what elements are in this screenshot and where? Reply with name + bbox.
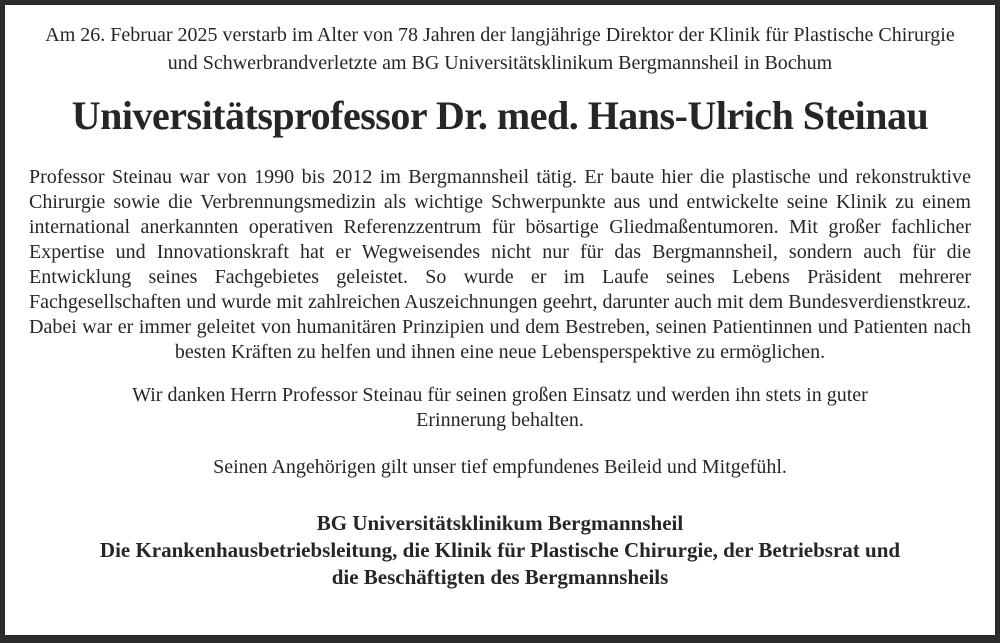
thanks-paragraph: Wir danken Herrn Professor Steinau für seinen großen Einsatz und werden ihn stets in guter Erinnerung behalten.	[132, 384, 868, 431]
signature-organization: BG Universitätsklinikum Bergmannsheil	[316, 511, 684, 535]
deceased-name-headline: Universitätsprofessor Dr. med. Hans-Ulrich Steinau	[71, 93, 929, 138]
signature-signatories-line-2: die Beschäftigten des Bergmannsheils	[331, 565, 669, 589]
signature-block	[29, 510, 971, 591]
signature-signatories-line-1: Die Krankenhausbetriebsleitung, die Klinik für Plastische Chirurgie, der Betriebsrat und	[99, 538, 901, 562]
death-announcement-intro: Am 26. Februar 2025 verstarb im Alter von 78 Jahren der langjährige Direktor der Klinik für Plastische Chirurgie und Schwerbrandverletzte am BG Universitätsklinikum Bergmannsheil in Bochum	[45, 24, 955, 74]
condolence-line: Seinen Angehörigen gilt unser tief empfundenes Beileid und Mitgefühl.	[213, 456, 787, 478]
obituary-body-text: Professor Steinau war von 1990 bis 2012 im Bergmannsheil tätig. Er baute hier die plastische und rekonstruktive Chirurgie sowie die Verbrennungsmedizin als wichtige Schwerpunkte aus und entwickelte seine Klinik zu einem international anerkannten operativen Referenzzentrum für bösartige Gliedmaßentumoren. Mit großer fachlicher Expertise und Innovationskraft hat er Wegweisendes nicht nur für das Bergmannsheil, sondern auch für die Entwicklung seines Fachgebietes geleistet. So wurde er im Laufe seines Lebens Präsident mehrerer Fachgesellschaften und wurde mit zahlreichen Auszeichnungen geehrt, darunter auch mit dem Bundesverdienstkreuz. Dabei war er immer geleitet von humanitären Prinzipien und dem Bestreben, seinen Patientinnen und Patienten nach besten Kräften zu helfen und ihnen eine neue Lebensperspektive zu ermöglichen.	[29, 166, 971, 363]
